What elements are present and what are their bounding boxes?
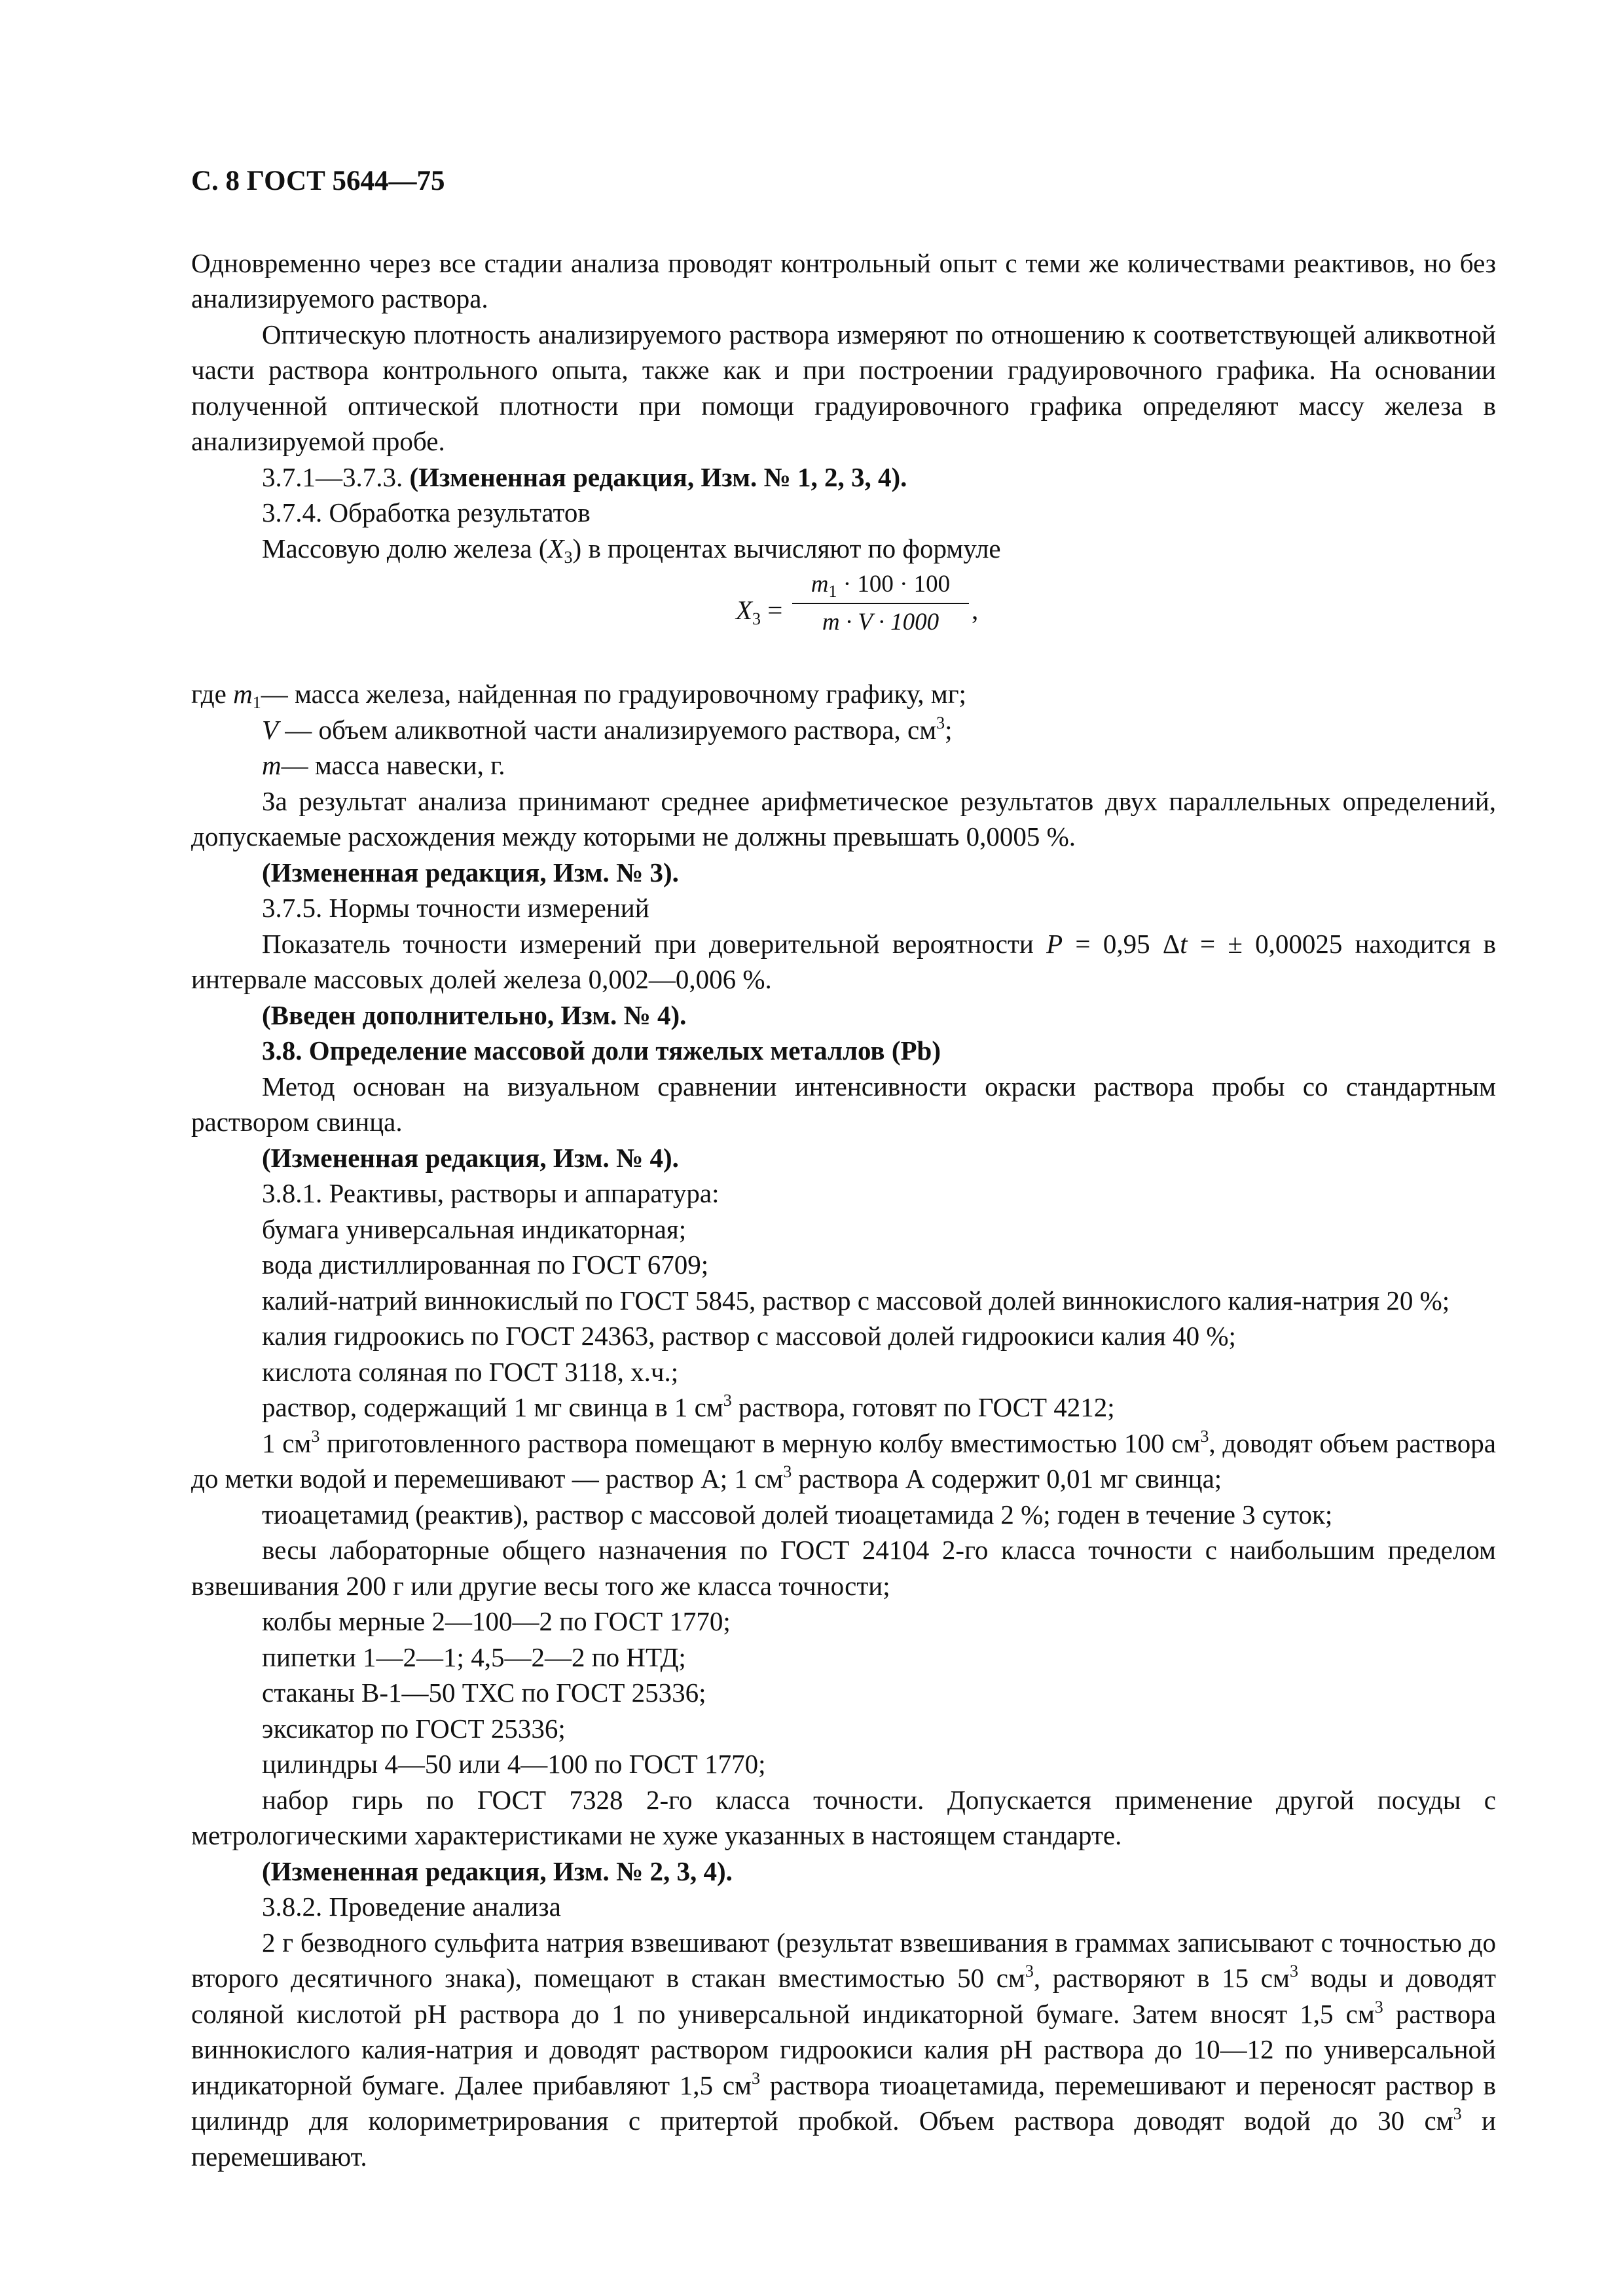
superscript: 3	[783, 1462, 792, 1481]
paragraph-control-test: Одновременно через все стадии анализа проводят контрольный опыт с теми же количествами реактивов, но без анализируемого раствора.	[191, 247, 1496, 314]
text-fragment: раствора тиоацетамида, перемешивают и переносят раствор в цилиндр для колориметрирования с притертой пробкой. Объем раствора доводят водой до 30 см	[191, 2070, 1497, 2136]
list-item: тиоацетамид (реактив), раствор с массовой долей тиоацетамида 2 %; годен в течение 3 суток;	[262, 1499, 1333, 1530]
text-fragment: ) в процентах вычисляют по формуле	[572, 533, 1001, 564]
formula-numerator	[792, 569, 969, 600]
formula-fraction	[792, 569, 969, 638]
text-fragment: ;	[945, 714, 953, 745]
list-item: весы лабораторные общего назначения по ГОСТ 24104 2-го класса точности с наибольшим пределом взвешивания 200 г или другие весы того же класса точности;	[191, 1535, 1496, 1601]
list-item: кислота соляная по ГОСТ 3118, х.ч.;	[262, 1356, 679, 1387]
amendment-note-2-3-4: (Измененная редакция, Изм. № 2, 3, 4).	[262, 1856, 733, 1886]
paragraph-accuracy	[191, 926, 1496, 997]
list-item: цилиндры 4—50 или 4—100 по ГОСТ 1770;	[262, 1749, 766, 1779]
subscript: 3	[752, 609, 761, 628]
list-item: колбы мерные 2—100—2 по ГОСТ 1770;	[262, 1606, 731, 1636]
variable: X	[736, 595, 753, 625]
amendment-note: (Измененная редакция, Изм. № 1, 2, 3, 4).	[409, 461, 907, 492]
superscript: 3	[723, 1391, 732, 1410]
paragraph-method: Метод основан на визуальном сравнении интенсивности окраски раствора пробы со стандартным раствором свинца.	[191, 1071, 1496, 1137]
fraction-bar	[792, 603, 969, 604]
paragraph-optical-density: Оптическую плотность анализируемого раствора измеряют по отношению к соответствующей аликвотной части раствора контрольного опыта, также как и при построении градуировочного графика. На основании полученной оптической плотности при помощи градуировочного графика определяют массу железа в анализируемой пробе.	[191, 319, 1496, 456]
text-fragment: , доводят объем раствора до метки водой и перемешивают — раствор А; 1 см	[191, 1427, 1497, 1494]
text-fragment: раствора А содержит 0,01 мг свинца;	[792, 1463, 1222, 1494]
subscript: 1	[828, 582, 837, 601]
list-item: калий-натрий виннокислый по ГОСТ 5845, раствор с массовой долей виннокислого калия-натрия 20 %;	[262, 1285, 1450, 1316]
paragraph-formula-intro	[191, 531, 1496, 567]
text-fragment: Массовую долю железа (	[262, 533, 548, 564]
variable: m	[233, 679, 253, 709]
text-fragment: 1 см	[262, 1427, 312, 1458]
list-item: бумага универсальная индикаторная;	[262, 1213, 687, 1244]
superscript: 3	[1374, 1997, 1383, 2017]
list-item: стаканы В-1—50 ТХС по ГОСТ 25336;	[262, 1677, 706, 1708]
section-number: 3.7.1—3.7.3.	[262, 461, 403, 492]
text-fragment: — масса навески, г.	[281, 750, 505, 780]
text-fragment: приготовленного раствора помещают в мерную колбу вместимостью 100 см	[319, 1427, 1201, 1458]
section-3-8-1-heading: 3.8.1. Реактивы, растворы и аппаратура:	[262, 1178, 720, 1208]
text-fragment: , растворяют в 15 см	[1033, 1963, 1290, 1993]
where-v	[191, 712, 1496, 748]
section-3-7-4-heading: 3.7.4. Обработка результатов	[262, 497, 591, 528]
section-3-8-heading: 3.8. Определение массовой доли тяжелых металлов (Pb)	[262, 1035, 941, 1066]
amendment-note-4-added: (Введен дополнительно, Изм. № 4).	[262, 999, 687, 1030]
variable: t	[1180, 928, 1188, 959]
list-item	[191, 1426, 1496, 1497]
formula-iron-fraction	[191, 569, 1496, 667]
section-3-7-1-note	[191, 459, 1496, 495]
text-fragment: и перемешивают.	[191, 2106, 1496, 2172]
list-item: набор гирь по ГОСТ 7328 2-го класса точности. Допускается применение другой посуды с метрологическими характеристиками не хуже указанных в настоящем стандарте.	[191, 1784, 1496, 1850]
list-item: калия гидроокись по ГОСТ 24363, раствор с массовой долей гидроокиси калия 40 %;	[262, 1321, 1236, 1351]
section-3-8-2-heading: 3.8.2. Проведение анализа	[262, 1892, 561, 1922]
amendment-note-3: (Измененная редакция, Изм. № 3).	[262, 857, 679, 888]
variable: P	[1046, 928, 1063, 959]
amendment-note-4: (Измененная редакция, Изм. № 4).	[262, 1142, 679, 1173]
superscript: 3	[936, 713, 945, 732]
text-fragment: 2 г безводного сульфита натрия взвешивают (результат взвешивания в граммах записывают с точностью до второго десятичного знака), помещают в стакан вместимостью 50 см	[191, 1927, 1496, 1993]
page-header: С. 8 ГОСТ 5644—75	[191, 166, 445, 196]
text-fragment: = 0,95 Δ	[1063, 928, 1180, 959]
list-item: эксикатор по ГОСТ 25336;	[262, 1713, 566, 1744]
list-item: вода дистиллированная по ГОСТ 6709;	[262, 1249, 709, 1280]
superscript: 3	[311, 1426, 320, 1446]
formula-lhs	[736, 592, 782, 628]
variable: X	[547, 533, 564, 564]
text-fragment: = ± 0,00025 находится в интервале массовых долей железа 0,002—0,006 %.	[191, 928, 1496, 994]
text-fragment: раствор, содержащий 1 мг свинца в 1 см	[262, 1392, 723, 1422]
variable: V	[262, 714, 279, 745]
equals-sign: =	[761, 595, 783, 625]
document-page	[191, 164, 1496, 2174]
text-fragment: — масса железа, найденная по градуировочному графику, мг;	[261, 679, 966, 709]
formula-comma: ,	[972, 595, 979, 625]
text-fragment: · 100 · 100	[837, 571, 951, 598]
superscript: 3	[1200, 1426, 1209, 1446]
text-fragment: Показатель точности измерений при доверительной вероятности	[262, 928, 1047, 959]
text-fragment: где	[191, 679, 234, 709]
text-fragment: — объем аликвотной части анализируемого раствора, см	[278, 714, 937, 745]
list-item: пипетки 1—2—1; 4,5—2—2 по НТД;	[262, 1641, 686, 1672]
list-item	[191, 1390, 1496, 1426]
superscript: 3	[1289, 1962, 1298, 1981]
variable: m	[811, 571, 829, 598]
superscript: 3	[1025, 1962, 1034, 1981]
text-fragment: раствора, готовят по ГОСТ 4212;	[731, 1392, 1115, 1422]
where-m1	[191, 676, 1496, 712]
text-fragment: раствора виннокислого калия-натрия и доводят раствором гидроокиси калия pH раствора до 10—12 по универсальной индикаторной бумаге. Далее прибавляют 1,5 см	[191, 1998, 1496, 2100]
variable: m	[262, 750, 282, 780]
text-fragment: воды и доводят соляной кислотой pH раствора до 1 по универсальной индикаторной бумаге. Затем вносят 1,5 см	[191, 1963, 1497, 2029]
superscript: 3	[1453, 2104, 1462, 2123]
section-3-7-5-heading: 3.7.5. Нормы точности измерений	[262, 893, 649, 923]
subscript: 1	[252, 693, 261, 712]
paragraph-procedure	[191, 1925, 1496, 2175]
where-m	[191, 747, 1496, 783]
subscript: 3	[564, 547, 573, 567]
superscript: 3	[751, 2068, 760, 2088]
paragraph-result: За результат анализа принимают среднее арифметическое результатов двух параллельных определений, допускаемые расхождения между которыми не должны превышать 0,0005 %.	[191, 785, 1496, 852]
formula-denominator: m · V · 1000	[822, 609, 939, 636]
